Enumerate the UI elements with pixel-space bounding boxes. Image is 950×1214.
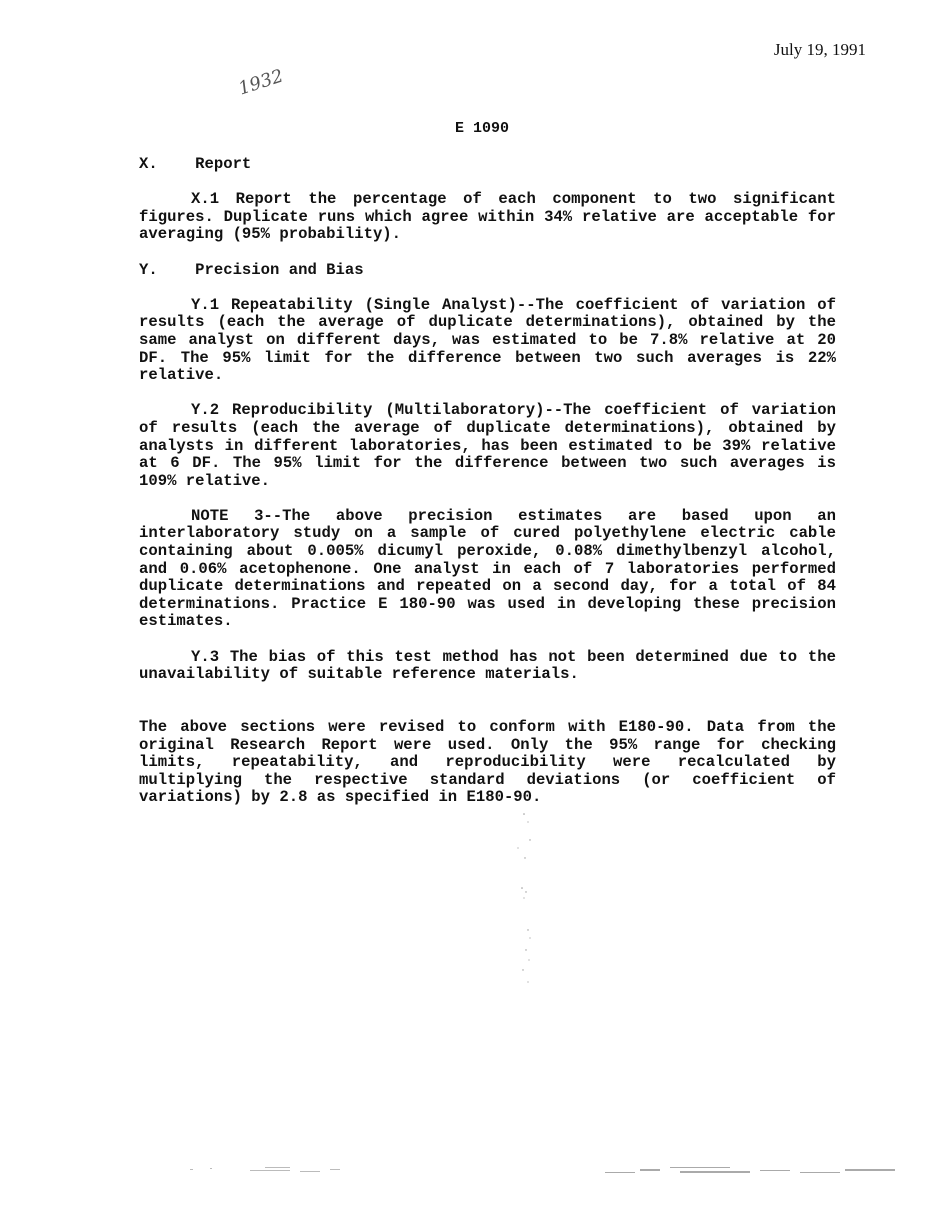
document-id: E 1090 [455,120,510,137]
handwritten-mark: 1932 [235,65,286,100]
paragraph-x1: X.1 Report the percentage of each component to two significant figures. Duplicate runs which agree within 34% relative are acceptable for averaging (95% probability). [139,190,836,244]
spacer [139,701,836,719]
paragraph-note3: NOTE 3--The above precision estimates are based upon an interlaboratory study on a sample of cured polyethylene electric cable containing about 0.005% dicumyl peroxide, 0.08% dimethylbenzyl alcohol, and 0.06% acetophenone. One analyst in each of 7 laboratories performed duplicate determinations and repeated on a second day, for a total of 84 determinations. Practice E 180-90 was used in developing these precision estimates. [139,506,836,631]
revision-note: The above sections were revised to conform with E180-90. Data from the original Research Report were used. Only the 95% range for checking limits, repeatability, and reproducibility were recalculated by multiplying the respective standard deviations (or coefficient of variations) by 2.8 as specified in E180-90. [139,718,836,807]
document-date: July 19, 1991 [773,40,866,59]
scan-noise-bottom-left [180,1163,350,1177]
paragraph-y3: Y.3 The bias of this test method has not been determined due to the unavailability of suitable reference materials. [139,647,836,684]
section-y-heading: Y. Precision and Bias [139,260,364,279]
paragraph-y2: Y.2 Reproducibility (Multilaboratory)--The coefficient of variation of results (each the average of duplicate determinations), obtained by analysts in different laboratories, has been estimated to be 39% relative at 6 DF. The 95% limit for the difference between two such averages is 109% relative. [139,401,836,490]
scan-noise-dots [510,810,540,1000]
section-x-heading: X. Report [139,155,252,173]
document-body [139,156,836,825]
scan-noise-bottom-right [600,1163,900,1177]
paragraph-y1: Y.1 Repeatability (Single Analyst)--The coefficient of variation of results (each the average of duplicate determinations), obtained by the same analyst on different days, was estimated to be 7.8% relative at 20 DF. The 95% limit for the difference between two such averages is 22% relative. [139,295,836,385]
